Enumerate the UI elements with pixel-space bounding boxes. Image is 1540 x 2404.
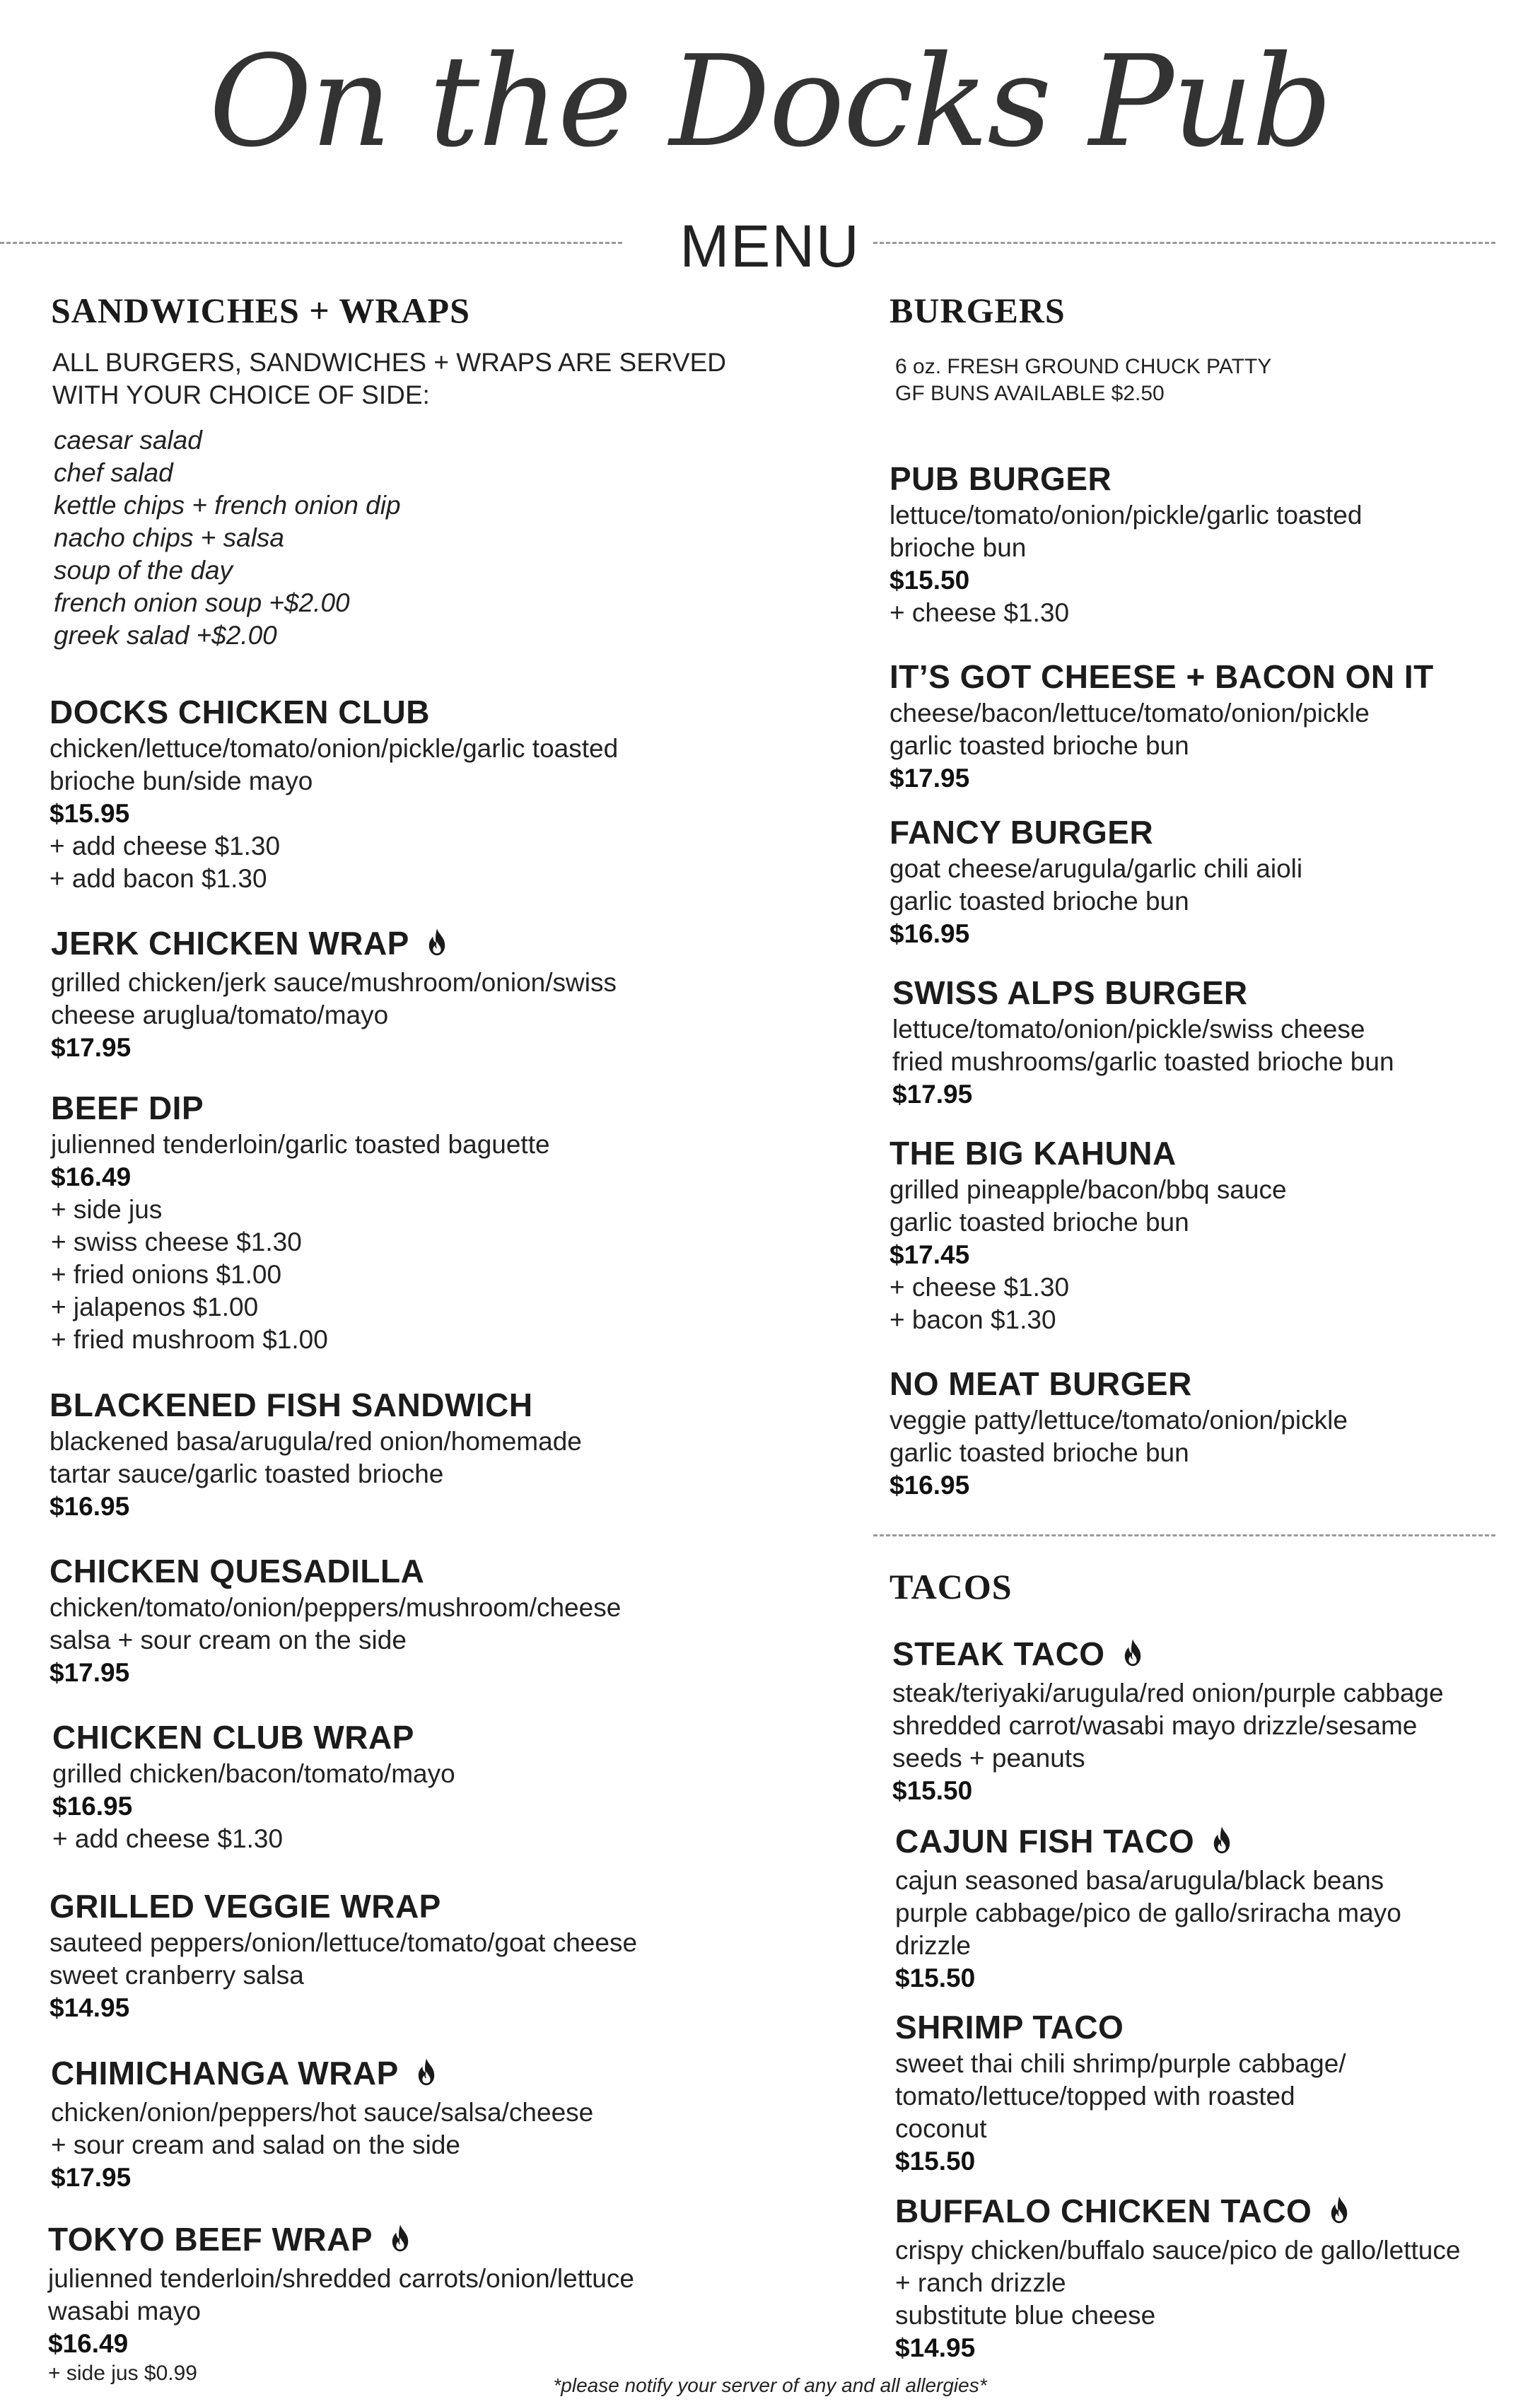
sandwiches-heading: SANDWICHES + WRAPS <box>51 291 470 330</box>
item-desc: sauteed peppers/onion/lettuce/tomato/goat cheese <box>49 1928 638 1957</box>
item-price: $16.95 <box>889 1471 970 1500</box>
item-desc: garlic toasted brioche bun <box>889 1438 1189 1467</box>
flame-icon <box>1327 2193 1351 2234</box>
item-desc: blackened basa/arugula/red onion/homemade <box>49 1427 582 1456</box>
item-desc: fried mushrooms/garlic toasted brioche bun <box>892 1047 1394 1076</box>
side-option: chef salad <box>54 458 173 487</box>
item-desc: lettuce/tomato/onion/pickle/swiss cheese <box>892 1015 1365 1044</box>
item-price: $17.95 <box>51 2163 132 2192</box>
item-name: CHICKEN CLUB WRAP <box>52 1719 414 1756</box>
item-price: $17.95 <box>51 1033 132 1062</box>
item-desc: shredded carrot/wasabi mayo drizzle/sesame <box>892 1711 1418 1740</box>
menu-item-pub-burger <box>889 458 1362 629</box>
side-option: caesar salad <box>54 426 202 455</box>
item-desc: goat cheese/arugula/garlic chili aioli <box>889 854 1303 883</box>
menu-item-chimichanga-wrap <box>51 2053 593 2194</box>
menu-item-steak-taco <box>892 1633 1444 1807</box>
item-name: SHRIMP TACO <box>895 2009 1124 2046</box>
menu-heading-row <box>0 212 1540 279</box>
item-price: $14.95 <box>895 2333 976 2362</box>
item-price: $15.95 <box>49 799 130 828</box>
item-extra: + add cheese $1.30 <box>49 832 281 860</box>
item-desc: brioche bun/side mayo <box>49 766 313 795</box>
menu-item-fancy-burger <box>889 812 1302 950</box>
menu-item-big-kahuna <box>889 1133 1287 1336</box>
item-desc: substitute blue cheese <box>895 2301 1156 2330</box>
burgers-heading: BURGERS <box>889 291 1066 330</box>
side-option: kettle chips + french onion dip <box>54 491 401 520</box>
menu-divider-right <box>873 242 1495 244</box>
item-name <box>895 2190 1460 2234</box>
menu-item-cajun-fish-taco <box>895 1821 1401 1995</box>
item-extra: + bacon $1.30 <box>889 1305 1056 1334</box>
item-desc: tartar sauce/garlic toasted brioche <box>49 1459 444 1488</box>
item-name <box>51 2053 593 2096</box>
side-option: french onion soup +$2.00 <box>54 588 350 617</box>
flame-icon <box>1121 1636 1145 1677</box>
flame-icon <box>425 926 449 967</box>
menu-item-blackened-fish-sandwich <box>49 1384 582 1523</box>
item-name <box>892 1633 1444 1677</box>
item-desc: sweet cranberry salsa <box>49 1961 304 1990</box>
item-name <box>895 1821 1401 1865</box>
burgers-intro <box>895 354 1271 407</box>
menu-item-swiss-alps-burger <box>892 972 1394 1111</box>
item-desc: brioche bun <box>889 533 1027 562</box>
item-price: $17.95 <box>889 764 970 793</box>
item-extra: + swiss cheese $1.30 <box>51 1227 302 1256</box>
item-desc: + ranch drizzle <box>895 2268 1066 2297</box>
item-price: $16.95 <box>889 919 970 948</box>
side-option: greek salad +$2.00 <box>54 621 277 650</box>
intro-line: 6 oz. FRESH GROUND CHUCK PATTY <box>895 355 1272 378</box>
item-name-text: TOKYO BEEF WRAP <box>48 2221 373 2258</box>
item-name: CHICKEN QUESADILLA <box>49 1553 425 1589</box>
item-desc: garlic toasted brioche bun <box>889 731 1189 760</box>
item-name: NO MEAT BURGER <box>889 1365 1192 1402</box>
item-extra: + fried mushroom $1.00 <box>51 1325 328 1354</box>
item-desc: chicken/tomato/onion/peppers/mushroom/cheese <box>49 1593 622 1622</box>
item-desc: chicken/onion/peppers/hot sauce/salsa/cheese <box>51 2098 594 2127</box>
item-extra: + side jus <box>51 1195 163 1224</box>
menu-item-no-meat-burger <box>889 1363 1348 1502</box>
intro-line: WITH YOUR CHOICE OF SIDE: <box>52 380 430 409</box>
side-option: nacho chips + salsa <box>54 523 285 552</box>
item-desc: veggie patty/lettuce/tomato/onion/pickle <box>889 1406 1348 1435</box>
item-desc: chicken/lettuce/tomato/onion/pickle/garlic toasted <box>49 734 619 763</box>
item-name: PUB BURGER <box>889 460 1112 497</box>
item-name: THE BIG KAHUNA <box>889 1135 1177 1172</box>
item-desc: salsa + sour cream on the side <box>49 1626 407 1655</box>
item-name: BLACKENED FISH SANDWICH <box>49 1387 533 1423</box>
item-desc: purple cabbage/pico de gallo/sriracha mayo <box>895 1898 1401 1927</box>
intro-line: ALL BURGERS, SANDWICHES + WRAPS ARE SERVED <box>52 348 727 377</box>
menu-item-chicken-club-wrap <box>52 1717 455 1855</box>
item-price: $17.95 <box>49 1658 130 1687</box>
menu-item-tokyo-beef-wrap <box>48 2219 634 2387</box>
item-price: $16.49 <box>48 2329 129 2358</box>
item-price: $14.95 <box>49 1993 130 2022</box>
item-extra: + cheese $1.30 <box>889 1273 1070 1302</box>
item-name: FANCY BURGER <box>889 814 1154 851</box>
menu-item-docks-chicken-club <box>49 692 618 895</box>
item-extra: + fried onions $1.00 <box>51 1260 282 1289</box>
item-desc: garlic toasted brioche bun <box>889 1208 1189 1237</box>
item-desc: cheese/bacon/lettuce/tomato/onion/pickle <box>889 699 1370 728</box>
item-name: BEEF DIP <box>51 1090 204 1126</box>
menu-item-buffalo-chicken-taco <box>895 2190 1460 2364</box>
flame-icon <box>388 2222 412 2263</box>
item-name: SWISS ALPS BURGER <box>892 974 1248 1011</box>
item-name-text: BUFFALO CHICKEN TACO <box>895 2193 1312 2229</box>
allergy-note: *please notify your server of any and all allergies* <box>553 2374 987 2396</box>
item-extra: + side jus $0.99 <box>48 2362 197 2385</box>
flame-icon <box>414 2055 438 2096</box>
item-name-text: CHIMICHANGA WRAP <box>51 2055 399 2091</box>
item-desc: julienned tenderloin/garlic toasted baguette <box>51 1130 550 1159</box>
item-price: $17.45 <box>889 1240 970 1269</box>
item-desc: julienned tenderloin/shredded carrots/onion/lettuce <box>48 2264 634 2293</box>
item-desc: + sour cream and salad on the side <box>51 2130 460 2159</box>
item-price: $15.50 <box>889 566 970 595</box>
item-desc: wasabi mayo <box>48 2297 201 2326</box>
item-extra: + jalapenos $1.00 <box>51 1293 259 1321</box>
item-desc: grilled chicken/bacon/tomato/mayo <box>52 1759 455 1788</box>
item-desc: steak/teriyaki/arugula/red onion/purple cabbage <box>892 1679 1444 1708</box>
item-name <box>48 2219 634 2263</box>
item-price: $16.95 <box>52 1792 133 1821</box>
item-price: $16.49 <box>51 1162 132 1191</box>
section-divider <box>873 1534 1495 1536</box>
item-name-text: CAJUN FISH TACO <box>895 1823 1195 1860</box>
item-price: $17.95 <box>892 1080 973 1109</box>
item-name: IT’S GOT CHEESE + BACON ON IT <box>889 658 1434 695</box>
menu-item-shrimp-taco <box>895 2007 1346 2178</box>
item-extra: + add cheese $1.30 <box>52 1824 284 1853</box>
item-price: $15.50 <box>895 1964 976 1992</box>
item-desc: coconut <box>895 2114 987 2143</box>
item-desc: grilled chicken/jerk sauce/mushroom/onion/swiss <box>51 968 617 997</box>
menu-item-cheese-bacon-burger <box>889 656 1434 795</box>
item-name: GRILLED VEGGIE WRAP <box>49 1888 441 1925</box>
menu-item-jerk-chicken-wrap <box>51 923 617 1064</box>
intro-line: GF BUNS AVAILABLE $2.50 <box>895 382 1165 405</box>
item-price: $16.95 <box>49 1492 130 1521</box>
item-desc: seeds + peanuts <box>892 1744 1085 1773</box>
menu-item-beef-dip <box>51 1087 550 1356</box>
item-extra: + add bacon $1.30 <box>49 864 267 893</box>
tacos-heading: TACOS <box>889 1567 1013 1606</box>
item-name: DOCKS CHICKEN CLUB <box>49 694 430 730</box>
item-desc: tomato/lettuce/topped with roasted <box>895 2082 1295 2111</box>
item-extra: + cheese $1.30 <box>889 598 1070 627</box>
menu-label: MENU <box>679 213 861 279</box>
sides-list <box>54 424 401 652</box>
item-name-text: JERK CHICKEN WRAP <box>51 925 409 962</box>
item-desc: crispy chicken/buffalo sauce/pico de gallo/lettuce <box>895 2236 1461 2265</box>
sandwiches-intro <box>52 346 726 412</box>
item-desc: lettuce/tomato/onion/pickle/garlic toasted <box>889 501 1363 530</box>
pub-title: On the Docks Pub <box>209 28 1331 175</box>
item-desc: drizzle <box>895 1931 971 1960</box>
item-desc: sweet thai chili shrimp/purple cabbage/ <box>895 2049 1346 2078</box>
item-desc: garlic toasted brioche bun <box>889 887 1189 916</box>
menu-item-chicken-quesadilla <box>49 1551 621 1689</box>
menu-item-grilled-veggie-wrap <box>49 1886 637 2024</box>
item-price: $15.50 <box>892 1776 973 1805</box>
side-option: soup of the day <box>54 556 233 585</box>
item-desc: cajun seasoned basa/arugula/black beans <box>895 1866 1384 1895</box>
item-name <box>51 923 617 967</box>
flame-icon <box>1210 1824 1234 1865</box>
item-desc: cheese aruglua/tomato/mayo <box>51 1000 389 1029</box>
item-desc: grilled pineapple/bacon/bbq sauce <box>889 1175 1287 1204</box>
item-price: $15.50 <box>895 2147 976 2176</box>
item-name-text: STEAK TACO <box>892 1635 1105 1672</box>
